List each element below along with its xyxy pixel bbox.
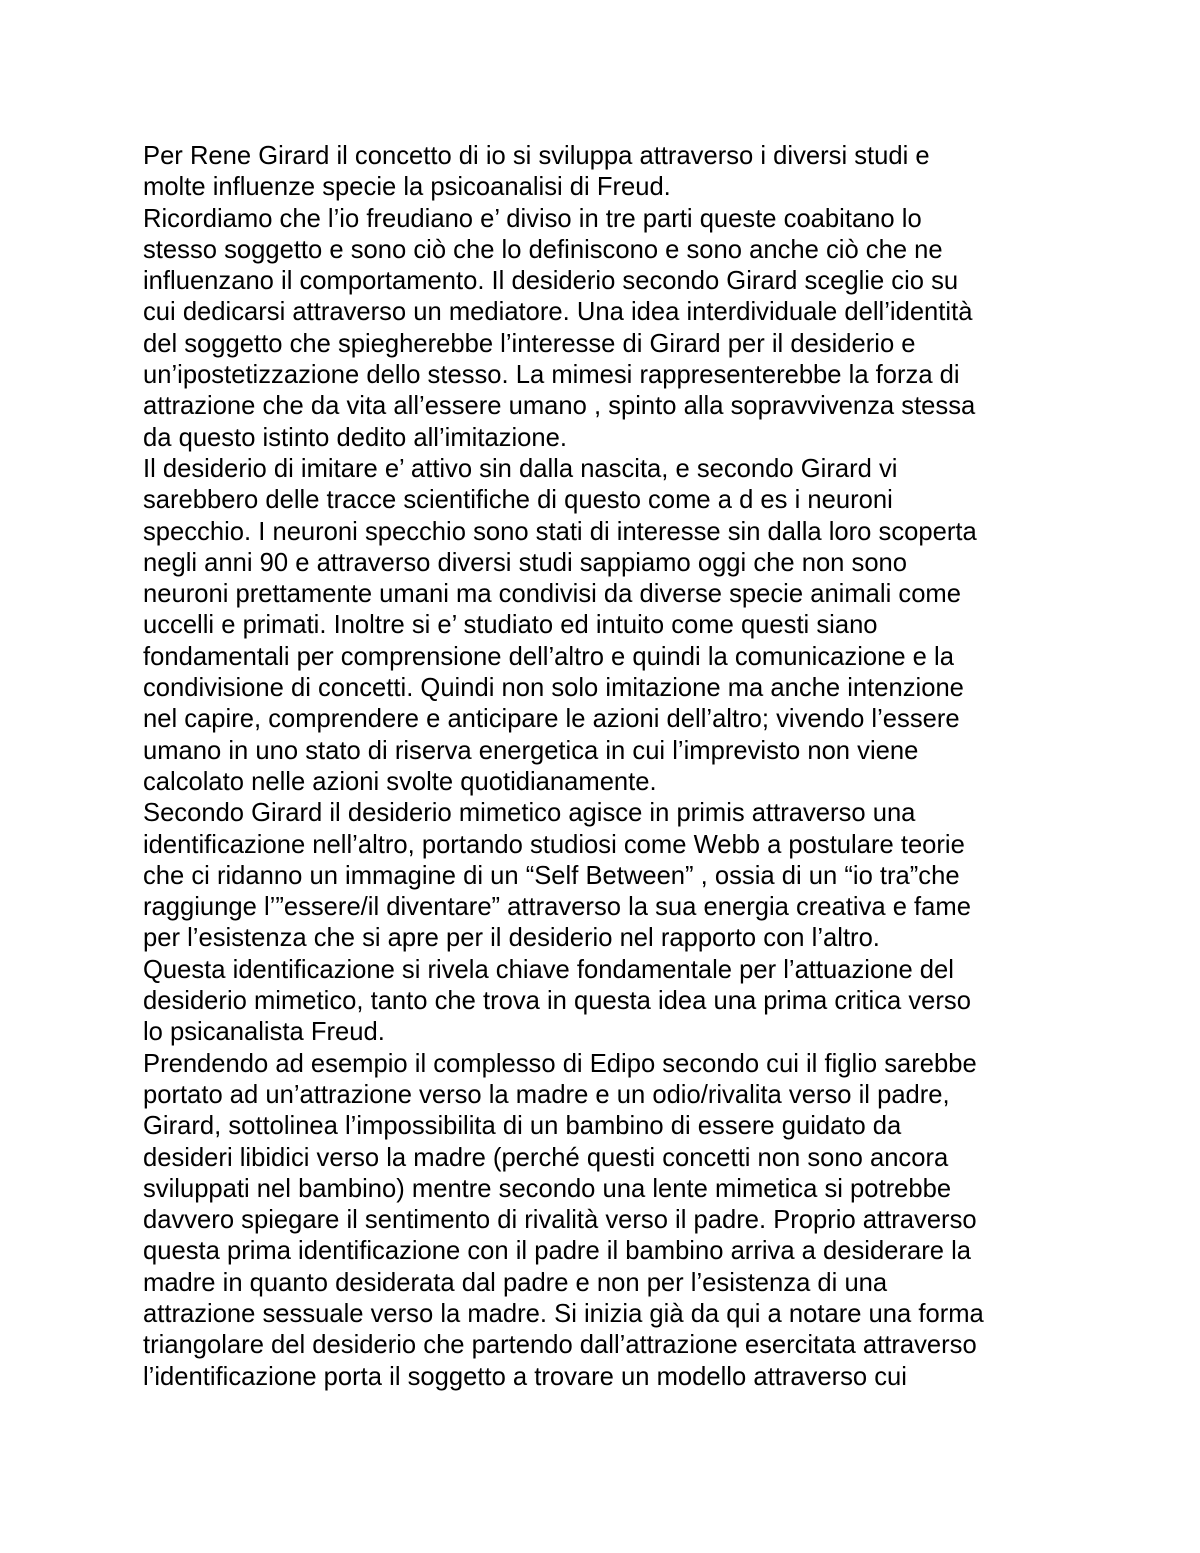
text-line: nel capire, comprendere e anticipare le azioni dell’altro; vivendo l’essere [143, 705, 960, 734]
text-line: identificazione nell’altro, portando studiosi come Webb a postulare teorie [143, 830, 965, 859]
text-line: influenzano il comportamento. Il desiderio secondo Girard sceglie cio su [143, 267, 959, 296]
text-line: Questa identificazione si rivela chiave fondamentale per l’attuazione del [143, 955, 954, 984]
text-line: Secondo Girard il desiderio mimetico agisce in primis attraverso una [143, 799, 916, 828]
text-line: calcolato nelle azioni svolte quotidianamente. [143, 767, 657, 796]
text-line: desideri libidici verso la madre (perché questi concetti non sono ancora [143, 1143, 949, 1172]
text-line: Girard, sottolinea l’impossibilita di un bambino di essere guidato da [143, 1112, 902, 1141]
text-line: davvero spiegare il sentimento di rivalità verso il padre. Proprio attraverso [143, 1206, 977, 1235]
text-line: un’ipostetizzazione dello stesso. La mimesi rappresenterebbe la forza di [143, 361, 960, 390]
text-line: questa prima identificazione con il padre il bambino arriva a desiderare la [143, 1237, 971, 1266]
text-line: fondamentali per comprensione dell’altro e quindi la comunicazione e la [143, 642, 954, 671]
text-line: attrazione che da vita all’essere umano , spinto alla sopravvivenza stessa [143, 392, 976, 421]
text-line: Prendendo ad esempio il complesso di Edipo secondo cui il figlio sarebbe [143, 1049, 977, 1078]
text-line: stesso soggetto e sono ciò che lo definiscono e sono anche ciò che ne [143, 235, 943, 264]
text-line: umano in uno stato di riserva energetica in cui l’imprevisto non viene [143, 736, 919, 765]
text-line: del soggetto che spiegherebbe l’interesse di Girard per il desiderio e [143, 329, 916, 358]
text-line: l’identificazione porta il soggetto a trovare un modello attraverso cui [143, 1362, 907, 1391]
text-line: condivisione di concetti. Quindi non solo imitazione ma anche intenzione [143, 674, 964, 703]
text-line: sarebbero delle tracce scientifiche di questo come a d es i neuroni [143, 486, 893, 515]
text-line: lo psicanalista Freud. [143, 1018, 385, 1047]
text-line: neuroni prettamente umani ma condivisi da diverse specie animali come [143, 580, 961, 609]
body-text [143, 141, 1073, 1393]
text-line: Il desiderio di imitare e’ attivo sin dalla nascita, e secondo Girard vi [143, 454, 898, 483]
text-line: uccelli e primati. Inoltre si e’ studiato ed intuito come questi siano [143, 611, 878, 640]
text-line: negli anni 90 e attraverso diversi studi sappiamo oggi che non sono [143, 548, 908, 577]
text-line: Per Rene Girard il concetto di io si sviluppa attraverso i diversi studi e [143, 142, 930, 170]
text-line: da questo istinto dedito all’imitazione. [143, 423, 567, 452]
text-line: desiderio mimetico, tanto che trova in questa idea una prima critica verso [143, 987, 971, 1016]
text-line: madre in quanto desiderata dal padre e non per l’esistenza di una [143, 1268, 888, 1297]
text-line: attrazione sessuale verso la madre. Si inizia già da qui a notare una forma [143, 1299, 984, 1328]
text-line: specchio. I neuroni specchio sono stati di interesse sin dalla loro scoperta [143, 517, 977, 546]
text-line: che ci ridanno un immagine di un “Self Between” , ossia di un “io tra”che [143, 861, 960, 890]
text-line: sviluppati nel bambino) mentre secondo una lente mimetica si potrebbe [143, 1174, 952, 1203]
text-line: per l’esistenza che si apre per il desiderio nel rapporto con l’altro. [143, 924, 880, 953]
text-line: cui dedicarsi attraverso un mediatore. Una idea interdividuale dell’identità [143, 298, 973, 327]
text-line: portato ad un’attrazione verso la madre e un odio/rivalita verso il padre, [143, 1080, 950, 1109]
text-line: molte influenze specie la psicoanalisi di Freud. [143, 173, 671, 202]
text-line: Ricordiamo che l’io freudiano e’ diviso in tre parti queste coabitano lo [143, 204, 922, 233]
text-line: triangolare del desiderio che partendo dall’attrazione esercitata attraverso [143, 1331, 977, 1360]
text-line: raggiunge l’”essere/il diventare” attraverso la sua energia creativa e fame [143, 893, 971, 922]
